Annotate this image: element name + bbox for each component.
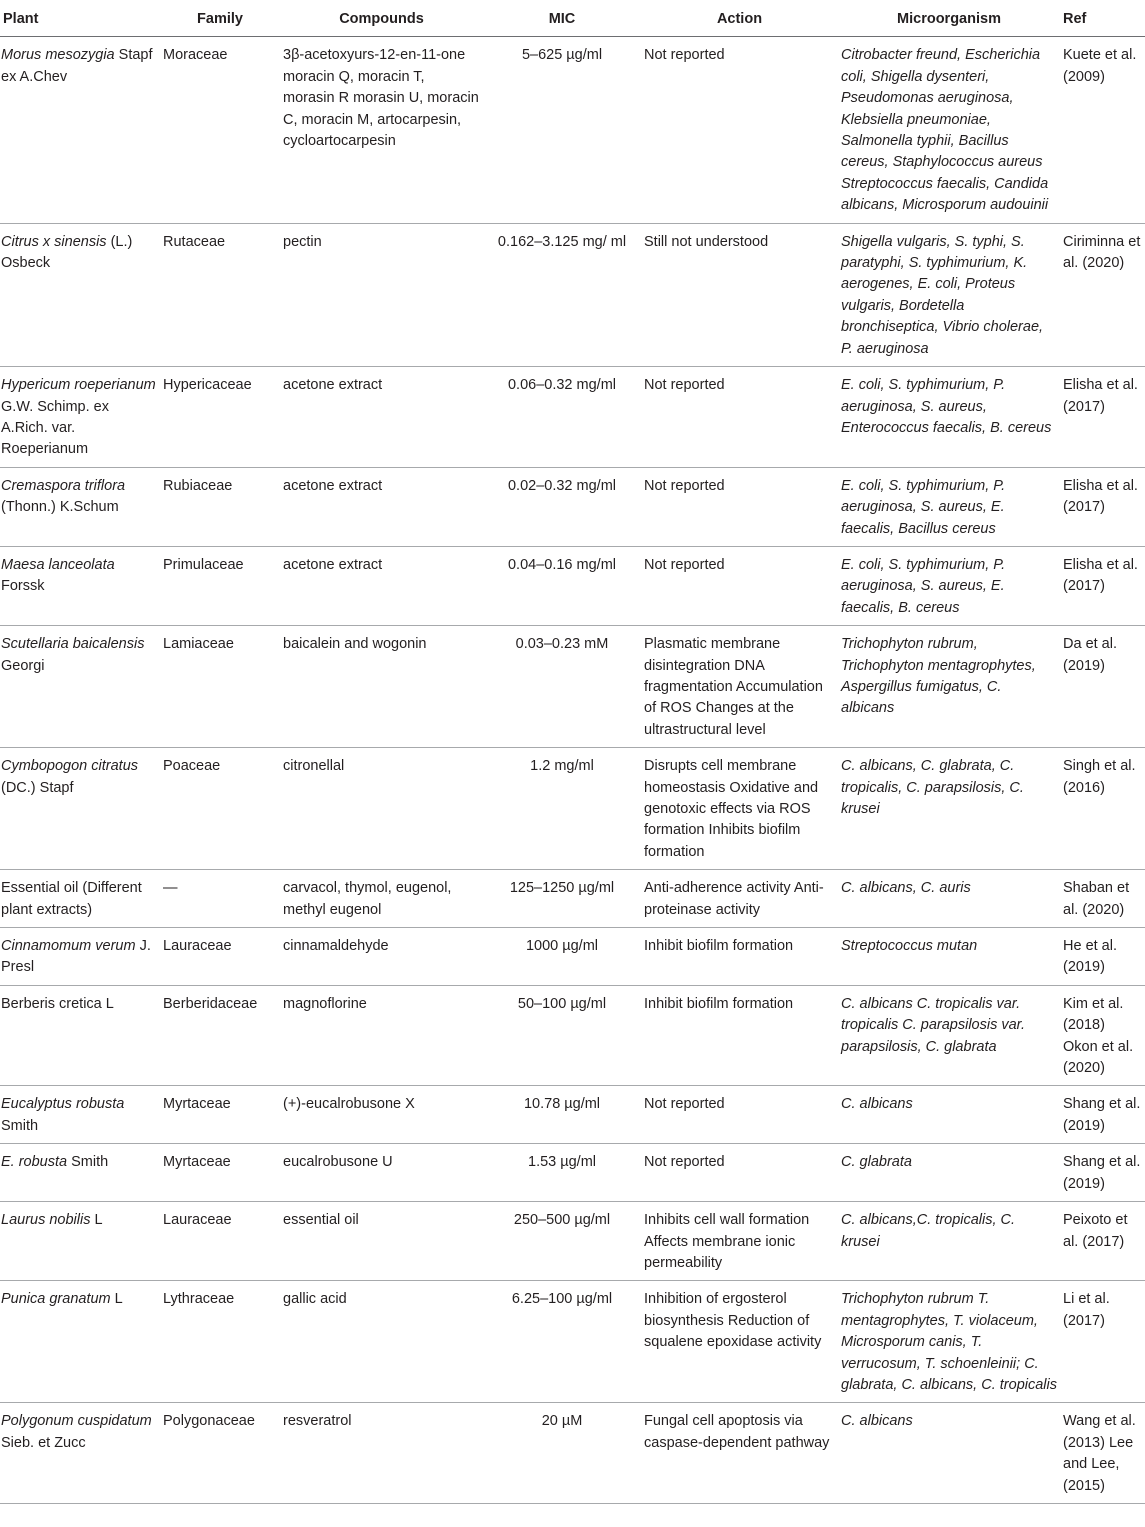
table-row	[0, 546, 1145, 625]
family-cell: Myrtaceae	[160, 1086, 280, 1144]
plant-author: (L.) Osbeck	[1, 233, 133, 272]
table-row	[0, 367, 1145, 468]
mic-cell: 0.03–0.23 mM	[483, 626, 641, 748]
action-cell: Inhibit biofilm formation	[641, 985, 838, 1086]
ref-cell: He et al. (2019)	[1060, 928, 1145, 986]
action-cell: Anti-adherence activity Anti-proteinase activity	[641, 870, 838, 928]
plant-author: J. Presl	[1, 938, 151, 976]
mic-cell: 1.53 µg/ml	[483, 1144, 641, 1202]
plant-name: Hypericum roeperianum	[1, 377, 156, 394]
plant-name: Laurus nobilis	[1, 1212, 91, 1229]
plant-name: E. robusta	[1, 1154, 68, 1171]
plant-author: Smith	[71, 1154, 109, 1171]
ref-cell: Elisha et al. (2017)	[1060, 546, 1145, 625]
table-body	[0, 37, 1145, 1504]
microorganism-cell: Shigella vulgaris, S. typhi, S. paratyphi, S. typhimurium, K. aerogenes, E. coli, Proteus vulgaris, Bordetella bronchiseptica, Vibrio cholerae, P. aeruginosa	[838, 223, 1060, 366]
table-row	[0, 626, 1145, 748]
ref-cell: Shang et al. (2019)	[1060, 1144, 1145, 1202]
family-cell: Rutaceae	[160, 223, 280, 366]
compounds-cell: acetone extract	[280, 467, 483, 546]
mic-cell: 125–1250 µg/ml	[483, 870, 641, 928]
plant-name: Citrus x sinensis	[1, 233, 107, 250]
ref-cell: Li et al. (2017)	[1060, 1281, 1145, 1403]
header-ref: Ref	[1060, 0, 1145, 37]
table-row	[0, 467, 1145, 546]
compounds-cell: pectin	[280, 223, 483, 366]
action-cell: Inhibits cell wall formation Affects membrane ionic permeability	[641, 1202, 838, 1281]
mic-cell: 0.06–0.32 mg/ml	[483, 367, 641, 468]
microorganism-cell: C. albicans	[838, 1403, 1060, 1504]
compounds-cell: essential oil	[280, 1202, 483, 1281]
ref-cell: Ciriminna et al. (2020)	[1060, 223, 1145, 366]
compounds-cell: baicalein and wogonin	[280, 626, 483, 748]
mic-cell: 1000 µg/ml	[483, 928, 641, 986]
family-cell: Moraceae	[160, 37, 280, 223]
family-cell: Lamiaceae	[160, 626, 280, 748]
plant-author: L	[114, 1291, 123, 1308]
microorganism-cell: C. albicans C. tropicalis var. tropicalis C. parapsilosis var. parapsilosis, C. glabrata	[838, 985, 1060, 1086]
action-cell: Not reported	[641, 367, 838, 468]
plant-name: Morus mesozygia	[1, 47, 115, 64]
plant-cell	[0, 985, 160, 1086]
plant-author: Georgi	[1, 657, 45, 674]
table-row	[0, 985, 1145, 1086]
plant-name: Cymbopogon citratus	[1, 758, 139, 775]
action-cell: Inhibition of ergosterol biosynthesis Reduction of squalene epoxidase activity	[641, 1281, 838, 1403]
ref-cell: Da et al. (2019)	[1060, 626, 1145, 748]
table-row	[0, 223, 1145, 366]
microorganism-cell: Streptococcus mutan	[838, 928, 1060, 986]
action-cell: Not reported	[641, 467, 838, 546]
mic-cell: 10.78 µg/ml	[483, 1086, 641, 1144]
action-cell: Still not understood	[641, 223, 838, 366]
action-cell: Not reported	[641, 1144, 838, 1202]
mic-cell: 0.162–3.125 mg/ ml	[483, 223, 641, 366]
header-row	[0, 0, 1145, 37]
mic-cell: 1.2 mg/ml	[483, 748, 641, 870]
microorganism-cell: E. coli, S. typhimurium, P. aeruginosa, S. aureus, Enterococcus faecalis, B. cereus	[838, 367, 1060, 468]
microorganism-cell: C. glabrata	[838, 1144, 1060, 1202]
compounds-cell: resveratrol	[280, 1403, 483, 1504]
mic-cell: 5–625 µg/ml	[483, 37, 641, 223]
mic-cell: 20 µM	[483, 1403, 641, 1504]
mic-cell: 0.04–0.16 mg/ml	[483, 546, 641, 625]
ref-cell: Kuete et al. (2009)	[1060, 37, 1145, 223]
ref-cell: Kim et al. (2018) Okon et al. (2020)	[1060, 985, 1145, 1086]
plant-name: Cinnamomum verum	[1, 938, 136, 955]
compounds-cell: gallic acid	[280, 1281, 483, 1403]
ref-cell: Shaban et al. (2020)	[1060, 870, 1145, 928]
plant-cell	[0, 1281, 160, 1403]
family-cell: Lauraceae	[160, 928, 280, 986]
compounds-cell: citronellal	[280, 748, 483, 870]
plant-cell	[0, 546, 160, 625]
header-mic: MIC	[483, 0, 641, 37]
plant-cell	[0, 367, 160, 468]
plant-name: Berberis cretica L	[1, 995, 114, 1012]
plant-name: Scutellaria baicalensis	[1, 636, 145, 653]
ref-cell: Wang et al. (2013) Lee and Lee, (2015)	[1060, 1403, 1145, 1504]
microorganism-cell: E. coli, S. typhimurium, P. aeruginosa, S. aureus, E. faecalis, B. cereus	[838, 546, 1060, 625]
plant-name: Cremaspora triflora	[1, 477, 126, 494]
action-cell: Fungal cell apoptosis via caspase-dependent pathway	[641, 1403, 838, 1504]
header-plant: Plant	[0, 0, 160, 37]
table-row	[0, 37, 1145, 223]
header-microorganism: Microorganism	[838, 0, 1060, 37]
plant-cell	[0, 626, 160, 748]
ref-cell: Elisha et al. (2017)	[1060, 467, 1145, 546]
plant-cell	[0, 1403, 160, 1504]
action-cell: Not reported	[641, 546, 838, 625]
table-row	[0, 1403, 1145, 1504]
action-cell: Disrupts cell membrane homeostasis Oxidative and genotoxic effects via ROS formation Inhibits biofilm formation	[641, 748, 838, 870]
plant-author: G.W. Schimp. ex A.Rich. var. Roeperianum	[1, 398, 109, 458]
plant-cell	[0, 1202, 160, 1281]
family-cell: Lythraceae	[160, 1281, 280, 1403]
plant-name: Polygonum cuspidatum	[1, 1413, 152, 1430]
family-cell: Primulaceae	[160, 546, 280, 625]
compounds-cell: acetone extract	[280, 367, 483, 468]
table-row	[0, 1281, 1145, 1403]
plant-cell	[0, 870, 160, 928]
microorganism-cell: C. albicans	[838, 1086, 1060, 1144]
compounds-cell: acetone extract	[280, 546, 483, 625]
compounds-cell: eucalrobusone U	[280, 1144, 483, 1202]
ref-cell: Peixoto et al. (2017)	[1060, 1202, 1145, 1281]
family-cell: Myrtaceae	[160, 1144, 280, 1202]
plant-name: Punica granatum	[1, 1291, 111, 1308]
action-cell: Not reported	[641, 37, 838, 223]
compounds-cell: magnoflorine	[280, 985, 483, 1086]
family-cell: Polygonaceae	[160, 1403, 280, 1504]
ref-cell: Elisha et al. (2017)	[1060, 367, 1145, 468]
table-row	[0, 1144, 1145, 1202]
plant-cell	[0, 748, 160, 870]
microorganism-cell: Trichophyton rubrum T. mentagrophytes, T. violaceum, Microsporum canis, T. verrucosum, T. schoenleinii; C. glabrata, C. albicans, C. tropicalis	[838, 1281, 1060, 1403]
plant-name: Maesa lanceolata	[1, 556, 115, 573]
mic-cell: 6.25–100 µg/ml	[483, 1281, 641, 1403]
plant-author: Sieb. et Zucc	[1, 1434, 86, 1451]
microorganism-cell: E. coli, S. typhimurium, P. aeruginosa, S. aureus, E. faecalis, Bacillus cereus	[838, 467, 1060, 546]
plant-author: Stapf ex A.Chev	[1, 47, 153, 85]
family-cell: Poaceae	[160, 748, 280, 870]
compounds-cell: carvacol, thymol, eugenol, methyl eugenol	[280, 870, 483, 928]
family-cell: —	[160, 870, 280, 928]
plant-cell	[0, 223, 160, 366]
plant-name: Essential oil (Different plant extracts)	[1, 880, 142, 918]
compounds-cell: cinnamaldehyde	[280, 928, 483, 986]
mic-cell: 50–100 µg/ml	[483, 985, 641, 1086]
action-cell: Inhibit biofilm formation	[641, 928, 838, 986]
compounds-cell: (+)-eucalrobusone X	[280, 1086, 483, 1144]
family-cell: Berberidaceae	[160, 985, 280, 1086]
microorganism-cell: C. albicans, C. auris	[838, 870, 1060, 928]
family-cell: Lauraceae	[160, 1202, 280, 1281]
family-cell: Rubiaceae	[160, 467, 280, 546]
header-compounds: Compounds	[280, 0, 483, 37]
header-family: Family	[160, 0, 280, 37]
family-cell: Hypericaceae	[160, 367, 280, 468]
microorganism-cell: Trichophyton rubrum, Trichophyton mentagrophytes, Aspergillus fumigatus, C. albicans	[838, 626, 1060, 748]
plant-cell	[0, 467, 160, 546]
mic-cell: 0.02–0.32 mg/ml	[483, 467, 641, 546]
plant-author: Forssk	[1, 578, 45, 595]
table-row	[0, 870, 1145, 928]
compounds-cell: 3β-acetoxyurs-12-en-11-one moracin Q, moracin T, morasin R morasin U, moracin C, moracin M, artocarpesin, cycloartocarpesin	[280, 37, 483, 223]
plant-author: Smith	[1, 1117, 39, 1134]
plant-author: (DC.) Stapf	[1, 779, 74, 796]
plant-cell	[0, 928, 160, 986]
plant-cell	[0, 1144, 160, 1202]
ref-cell: Shang et al. (2019)	[1060, 1086, 1145, 1144]
action-cell: Plasmatic membrane disintegration DNA fragmentation Accumulation of ROS Changes at the ultrastructural level	[641, 626, 838, 748]
plant-cell	[0, 1086, 160, 1144]
table-row	[0, 928, 1145, 986]
table-row	[0, 1202, 1145, 1281]
table-row	[0, 1086, 1145, 1144]
header-action: Action	[641, 0, 838, 37]
plant-cell	[0, 37, 160, 223]
ref-cell: Singh et al. (2016)	[1060, 748, 1145, 870]
action-cell: Not reported	[641, 1086, 838, 1144]
microorganism-cell: C. albicans, C. glabrata, C. tropicalis, C. parapsilosis, C. krusei	[838, 748, 1060, 870]
plant-author: (Thonn.) K.Schum	[1, 499, 119, 516]
plant-name: Eucalyptus robusta	[1, 1096, 125, 1113]
microorganism-cell: C. albicans,C. tropicalis, C. krusei	[838, 1202, 1060, 1281]
mic-cell: 250–500 µg/ml	[483, 1202, 641, 1281]
plant-author: L	[94, 1212, 103, 1229]
microorganism-cell: Citrobacter freund, Escherichia coli, Shigella dysenteri, Pseudomonas aeruginosa, Klebsiella pneumoniae, Salmonella typhii, Bacillus cereus, Staphylococcus aureus Streptococcus faecalis, Candida albicans, Microsporum audouinii	[838, 37, 1060, 223]
table-row	[0, 748, 1145, 870]
